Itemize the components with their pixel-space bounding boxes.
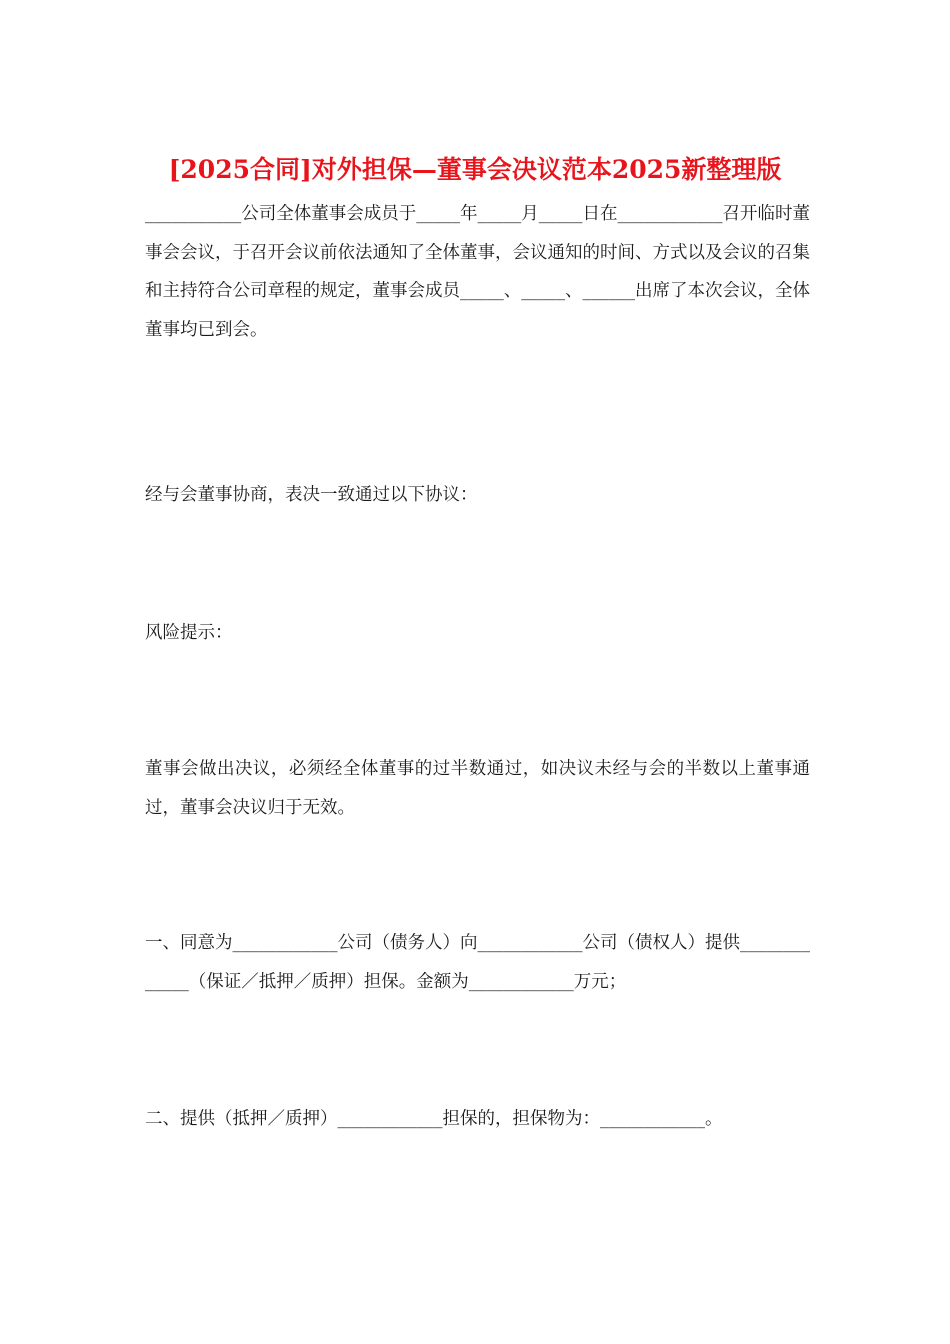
- resolution-item-1: 一、同意为____________公司（债务人）向____________公司（债权人）提供_____________（保证／抵押／质押）担保。金额为____________万元；: [145, 933, 810, 992]
- risk-rule-paragraph: 董事会做出决议，必须经全体董事的过半数通过，如决议未经与会的半数以上董事通过，董事会决议归于无效。: [145, 759, 810, 818]
- agreement-paragraph: 经与会董事协商，表决一致通过以下协议：: [145, 485, 478, 505]
- intro-paragraph: ___________公司全体董事会成员于_____年_____月_____日在____________召开临时董事会会议，于召开会议前依法通知了全体董事，会议通知的时间、方式以及会议的召集和主持符合公司章程的规定，董事会成员_____、_____、______出席了本次会议，全体董事均已到会。: [145, 204, 810, 340]
- document-title: [2025合同]对外担保—董事会决议范本2025新整理版: [168, 155, 782, 184]
- resolution-item-2: 二、提供（抵押／质押）____________担保的，担保物为：____________。: [145, 1109, 723, 1129]
- risk-heading: 风险提示：: [145, 623, 233, 643]
